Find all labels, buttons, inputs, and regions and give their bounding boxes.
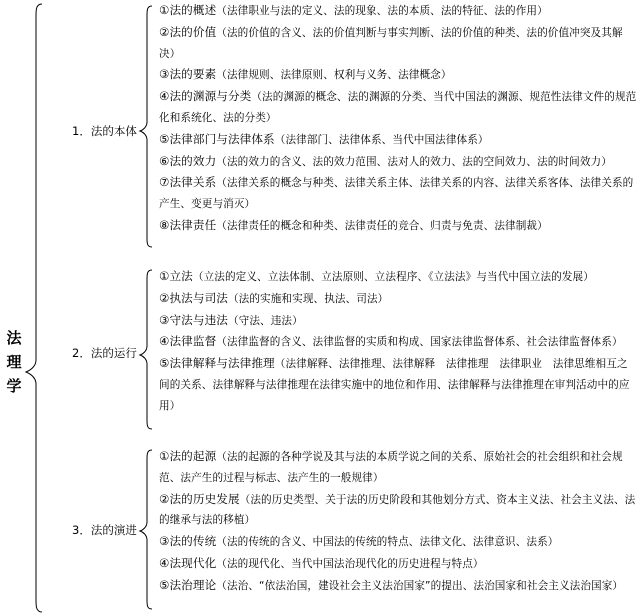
item-detail: （守法、违法） xyxy=(227,314,303,327)
list-item xyxy=(159,446,637,489)
item-detail: （法的价值的含义、法的价值判断与事实判断、法的价值的种类、法的价值冲突及其解决） xyxy=(159,26,623,60)
item-head: ④法的渊源与分类 xyxy=(159,89,252,104)
list-item xyxy=(159,129,637,151)
branch-1-items xyxy=(159,0,637,237)
list-item xyxy=(159,172,637,215)
item-detail: （法治、“依法治国，建设社会主义法治国家”的提出、法治国家和社会主义法治国家） xyxy=(216,579,624,592)
item-detail: （法律解释、法律推理、法律解释 法律推理 法律职业 法律思维相互之间的关系、法律解释与法律推理在法律实施中的地位和作用、法律解释与法律推理在审判活动中的应用） xyxy=(159,358,630,412)
item-head: ①法的概述 xyxy=(159,3,217,17)
item-detail: （法的效力的含义、法的效力范围、法对人的效力、法的空间效力、法的时间效力） xyxy=(216,155,612,168)
item-head: ①法的起源 xyxy=(159,449,217,463)
item-detail: （法律监督的含义、法律监督的实质和构成、国家法律监督体系、社会法律监督体系） xyxy=(216,336,623,349)
brace-branch-1 xyxy=(140,6,152,247)
list-item xyxy=(159,331,637,353)
brace-branch-3 xyxy=(140,450,152,609)
brace-branch-2 xyxy=(140,270,152,429)
branch-3-label: 3．法的演进 xyxy=(72,523,137,537)
item-head: ②执法与司法 xyxy=(159,290,228,305)
item-head: ①立法 xyxy=(159,269,193,283)
item-detail: （法律关系的概念与种类、法律关系主体、法律关系的内容、法律关系客体、法律关系的产生、变更与消灭） xyxy=(159,177,634,211)
item-head: ⑦法律关系 xyxy=(159,175,217,190)
item-detail: （法的实施和实现、执法、司法） xyxy=(227,292,389,305)
item-detail: （立法的定义、立法体制、立法原则、立法程序、《立法法》与当代中国立法的发展） xyxy=(192,271,594,283)
list-item xyxy=(159,64,637,86)
item-detail: （法的渊源的概念、法的渊源的分类、当代中国法的渊源、规范性法律文件的规范化和系统化、法的分类） xyxy=(159,91,637,124)
branch-2-items xyxy=(159,266,637,417)
list-item xyxy=(159,489,637,532)
list-item xyxy=(159,310,637,332)
item-head: ⑧法律责任 xyxy=(159,217,217,232)
list-item xyxy=(159,0,637,22)
list-item xyxy=(159,531,637,553)
branch-3-items xyxy=(159,446,637,597)
list-item xyxy=(159,22,637,65)
item-detail: （法律职业与法的定义、法的现象、法的本质、法的特征、法的作用） xyxy=(216,5,548,17)
item-detail: （法的现代化、当代中国法治现代化的历史进程与特点） xyxy=(216,557,484,570)
branch-1-label: 1．法的本体 xyxy=(72,124,137,138)
item-detail: （法律部门、法律体系、当代中国法律体系） xyxy=(274,133,489,146)
main-brace xyxy=(26,4,42,612)
list-item xyxy=(159,575,637,597)
item-head: ⑤法律部门与法律体系 xyxy=(159,131,275,146)
branch-2-label: 2．法的运行 xyxy=(72,346,137,360)
list-item xyxy=(159,215,637,237)
list-item xyxy=(159,151,637,173)
item-head: ③守法与违法 xyxy=(159,312,228,327)
item-detail: （法的起源的各种学说及其与法的本质学说之间的关系、原始社会的社会组织和社会规范、法产生的过程与标志、法产生的一般规律） xyxy=(159,451,623,484)
item-head: ②法的价值 xyxy=(159,24,217,39)
item-head: ③法的要素 xyxy=(159,67,217,82)
item-detail: （法的历史类型、关于法的历史阶段和其他划分方式、资本主义法、社会主义法、法的继承与法的移植） xyxy=(159,493,636,527)
item-head: ⑤法律解释与法律推理 xyxy=(159,356,275,371)
item-head: ②法的历史发展 xyxy=(159,491,240,506)
item-head: ⑥法的效力 xyxy=(159,153,217,168)
item-head: ③法的传统 xyxy=(159,534,217,549)
root-label: 法理学 xyxy=(6,329,22,395)
list-item xyxy=(159,553,637,575)
item-head: ④法律监督 xyxy=(159,334,217,349)
item-detail: （法律责任的概念和种类、法律责任的竞合、归责与免责、法律制裁） xyxy=(216,219,548,232)
item-detail: （法律规则、法律原则、权利与义务、法律概念） xyxy=(216,69,452,82)
item-detail: （法的传统的含义、中国法的传统的特点、法律文化、法律意识、法系） xyxy=(216,536,559,549)
item-head: ⑤法治理论 xyxy=(159,577,217,592)
list-item xyxy=(159,266,637,288)
list-item xyxy=(159,353,637,416)
list-item xyxy=(159,86,637,129)
list-item xyxy=(159,288,637,310)
item-head: ④法现代化 xyxy=(159,555,217,570)
